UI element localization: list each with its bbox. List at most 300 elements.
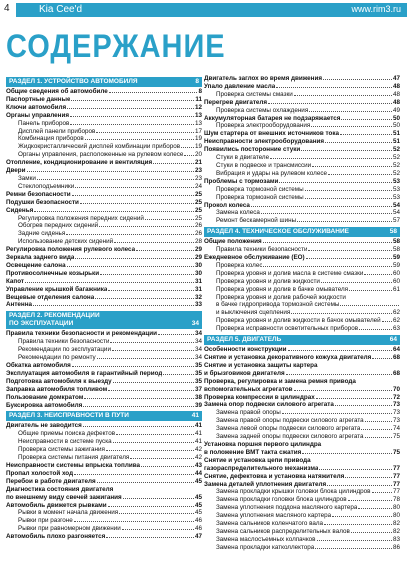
toc-entry-title: Общие приемы поиска дефектов xyxy=(18,430,116,438)
toc-entry-title: Ежедневное обслуживание (ЕО) xyxy=(204,254,305,262)
dot-leader xyxy=(95,298,194,299)
page-ref: 8 xyxy=(198,88,202,95)
dot-leader xyxy=(288,350,392,351)
page-ref: 77 xyxy=(392,480,400,488)
toc-entry xyxy=(6,386,202,394)
dot-leader xyxy=(297,221,392,222)
toc-subentry xyxy=(204,433,400,441)
dot-leader xyxy=(270,158,392,159)
toc-entry xyxy=(204,346,400,354)
toc-entry xyxy=(6,402,202,410)
page-ref: 70 xyxy=(392,385,400,393)
page-ref: 50 xyxy=(392,114,400,122)
toc-subentry xyxy=(204,246,400,254)
toc-subentry xyxy=(6,183,202,191)
toc-entry-title: Проверка исправности осветительных приборов xyxy=(216,325,359,333)
page-ref: 80 xyxy=(392,512,400,520)
toc-subentry xyxy=(204,209,400,217)
dot-leader xyxy=(100,274,194,275)
toc-entry-title: вспомогательных агрегатов xyxy=(204,385,293,393)
page-ref: 20 xyxy=(194,151,202,159)
page-ref: 68 xyxy=(392,354,400,361)
page-ref: 43 xyxy=(194,461,202,469)
page-ref: 19 xyxy=(194,135,202,143)
page-ref: 52 xyxy=(392,146,400,154)
toc-entry xyxy=(204,401,400,409)
toc-entry xyxy=(204,202,400,210)
dot-leader xyxy=(316,398,392,399)
page-ref: 59 xyxy=(392,261,400,269)
toc-entry-title: Неисправности системы впрыска топлива xyxy=(6,461,140,469)
dot-leader xyxy=(67,266,194,267)
page-ref: 51 xyxy=(392,138,400,146)
toc-subentry xyxy=(6,143,202,151)
page-ref: 82 xyxy=(392,527,400,535)
dot-leader xyxy=(106,537,194,538)
toc-entry xyxy=(6,494,202,502)
page-ref: 57 xyxy=(392,217,400,225)
toc-entry-title: Органы управления xyxy=(6,111,70,119)
toc-entry-title: Подушки безопасности xyxy=(6,198,79,206)
toc-entry-title: по внешнему виду свечей зажигания xyxy=(6,493,122,501)
dot-leader xyxy=(99,226,194,227)
page-ref: 53 xyxy=(392,185,400,193)
page-ref: 41 xyxy=(194,438,202,446)
toc-subentry xyxy=(204,409,400,417)
toc-entry-title: в бачке гидропривода тормозной системы xyxy=(216,301,340,309)
toc-entry xyxy=(204,130,400,138)
section-page: 58 xyxy=(389,228,397,236)
dot-leader xyxy=(72,366,194,367)
page-ref: 12 xyxy=(194,103,202,111)
page-ref: 35 xyxy=(194,369,202,377)
toc-entry-title: Замена деталей уплотнения двигателя xyxy=(204,480,327,488)
page-ref: 48 xyxy=(392,82,400,90)
page-ref: 46 xyxy=(194,525,202,533)
toc-entry-title: Жидкокристаллический дисплей комбинации приборов xyxy=(18,143,181,151)
section-title-line2: ПО ЭКСПЛУАТАЦИИ xyxy=(9,320,74,328)
section-heading xyxy=(6,311,202,329)
toc-entry-title: Капот xyxy=(6,277,24,285)
toc-entry-title: Стеклоподъемники xyxy=(18,182,75,190)
section-page: 41 xyxy=(191,412,199,420)
toc-entry xyxy=(204,115,400,123)
toc-subentry xyxy=(204,162,400,170)
toc-subentry xyxy=(204,496,400,504)
dot-leader xyxy=(37,179,194,180)
toc-entry xyxy=(6,254,202,262)
toc-entry-title: Замена прокладки катколлектора xyxy=(216,543,315,551)
page-ref: 45 xyxy=(194,493,202,501)
toc-entry-title: Проверка компрессии в цилиндрах xyxy=(204,393,315,401)
toc-entry xyxy=(204,138,400,146)
toc-entry-title: Обкатка автомобиля xyxy=(6,362,71,369)
page-ref: 73 xyxy=(392,401,400,409)
toc-subentry xyxy=(204,262,400,270)
toc-entry xyxy=(6,246,202,254)
dot-leader xyxy=(361,429,392,430)
toc-subentry xyxy=(6,525,202,533)
toc-entry-title: Замена маслосъемных колпачков xyxy=(216,535,316,543)
toc-entry-title: Ремонт бескамерной шины xyxy=(216,217,297,225)
toc-entry xyxy=(6,96,202,104)
dot-leader xyxy=(263,242,392,243)
toc-entry-title: Регулировка положения рулевого колеса xyxy=(6,246,136,254)
toc-entry-title: Замена правой опоры xyxy=(216,409,281,417)
dot-leader xyxy=(96,132,194,133)
toc-entry-title: Панель приборов xyxy=(18,119,70,127)
page-ref: 77 xyxy=(392,464,400,472)
page-ref: 77 xyxy=(392,472,400,480)
dot-leader xyxy=(66,234,194,235)
dot-leader xyxy=(349,290,392,291)
dot-leader xyxy=(279,182,392,183)
page-ref: 32 xyxy=(194,293,202,301)
page-ref: 54 xyxy=(392,201,400,209)
toc-entry xyxy=(6,301,202,309)
toc-subentry xyxy=(204,270,400,278)
dot-leader xyxy=(83,426,194,427)
toc-entry-title: Использование детских сидений xyxy=(18,238,114,246)
page-number: 4 xyxy=(4,3,10,14)
dot-leader xyxy=(130,458,194,459)
page-ref: 54 xyxy=(392,209,400,217)
toc-subentry xyxy=(6,128,202,136)
section-page: 8 xyxy=(195,78,199,85)
toc-subentry xyxy=(204,544,400,552)
page-ref: 42 xyxy=(194,446,202,454)
page-ref: 78 xyxy=(392,496,400,504)
dot-leader xyxy=(365,421,392,422)
toc-entry-title: газораспределительного механизма xyxy=(204,464,319,472)
toc-entry-line: Проверка уровня и долив рабочей жидкости xyxy=(216,293,346,301)
toc-entry-title: Замена опор подвески силового агрегата xyxy=(204,401,334,409)
toc-entry-title: Обогрев передних сидений xyxy=(18,222,99,230)
page-ref: 25 xyxy=(194,214,202,222)
dot-leader xyxy=(335,405,392,406)
page-ref: 48 xyxy=(392,90,400,98)
page-ref: 39 xyxy=(194,401,202,409)
toc-entry-title: Перебои в работе двигателя xyxy=(6,477,96,485)
page-ref: 35 xyxy=(194,362,202,369)
toc-entry-title: Пользование домкратом xyxy=(6,393,84,401)
page-ref: 64 xyxy=(392,346,400,354)
dot-leader xyxy=(70,116,194,117)
dot-leader xyxy=(351,532,392,533)
toc-subentry xyxy=(204,278,400,286)
toc-entry-title: Неисправности в системе пуска xyxy=(18,438,112,446)
page-ref: 17 xyxy=(194,127,202,135)
toc-subentry xyxy=(204,512,400,520)
dot-leader xyxy=(324,524,392,525)
toc-entry xyxy=(204,99,400,107)
dot-leader xyxy=(325,142,392,143)
toc-entry-title: Упало давление масла xyxy=(204,82,276,90)
page-ref: 50 xyxy=(392,122,400,130)
dot-leader xyxy=(358,508,392,509)
toc-entry-title: и брызговиков двигателя xyxy=(204,369,285,377)
toc-entry-title: Двигатель заглох во время движения xyxy=(204,75,323,82)
toc-entry xyxy=(204,449,400,457)
toc-entry-title: Стуки в двигателе xyxy=(216,154,270,162)
page-ref: 73 xyxy=(392,417,400,425)
toc-entry xyxy=(204,146,400,154)
toc-subentry xyxy=(204,170,400,178)
toc-entry-title: Проверка системы смазки xyxy=(216,90,293,98)
page-ref: 34 xyxy=(194,346,202,354)
dot-leader xyxy=(75,258,194,259)
dot-leader xyxy=(251,206,392,207)
section-title: РАЗДЕЛ 3. НЕИСПРАВНОСТИ В ПУТИ xyxy=(9,412,129,420)
dot-leader xyxy=(323,79,392,80)
page-ref: 60 xyxy=(392,269,400,277)
page-ref: 45 xyxy=(194,509,202,517)
page-ref: 74 xyxy=(392,425,400,433)
dot-leader xyxy=(153,163,194,164)
section-title-row xyxy=(9,320,199,328)
dot-leader xyxy=(113,382,194,383)
toc-entry-title: Управление крышкой багажника xyxy=(6,285,108,293)
dot-leader xyxy=(110,342,194,343)
page-title: СОДЕРЖАНИЕ xyxy=(6,29,226,65)
toc-subentry xyxy=(6,438,202,446)
toc-entry-title: Проверка тормозной системы xyxy=(216,185,304,193)
toc-entry-title: Двери xyxy=(6,167,26,175)
toc-entry-title: и выключения сцепления xyxy=(216,309,291,317)
toc-entry-title: Проверка уровня и долив в бачке омывателя xyxy=(216,285,349,293)
toc-subentry xyxy=(204,309,400,317)
toc-subentry xyxy=(6,230,202,238)
section-heading xyxy=(6,411,202,421)
dot-leader xyxy=(263,266,392,267)
toc-subentry xyxy=(6,454,202,462)
dot-leader xyxy=(67,108,194,109)
toc-entry xyxy=(6,462,202,470)
toc-entry-title: Особенности конструкции xyxy=(204,346,287,354)
toc-entry-title: Антенна xyxy=(6,301,33,309)
toc-subentry xyxy=(204,194,400,202)
dot-leader xyxy=(359,329,392,330)
toc-entry-title: Общие положения xyxy=(204,238,262,246)
dot-leader xyxy=(305,190,392,191)
dot-leader xyxy=(116,434,194,435)
dot-leader xyxy=(97,358,194,359)
toc-entry xyxy=(6,278,202,286)
dot-leader xyxy=(184,155,194,156)
toc-entry xyxy=(6,88,202,96)
toc-subentry xyxy=(204,520,400,528)
page-ref: 62 xyxy=(392,317,400,325)
toc-subentry xyxy=(204,217,400,225)
toc-entry-title: Подготовка автомобиля к выезду xyxy=(6,377,112,385)
page-ref: 62 xyxy=(392,309,400,317)
page-ref: 33 xyxy=(194,301,202,309)
toc-entry xyxy=(6,112,202,120)
dot-leader xyxy=(141,466,194,467)
toc-entry-title: Замена прокладки крышки головки блока цилиндров xyxy=(216,488,371,496)
toc-subentry xyxy=(204,425,400,433)
toc-entry xyxy=(6,422,202,430)
dot-leader xyxy=(119,513,194,514)
site-url: www.rim3.ru xyxy=(351,4,401,14)
toc-entry xyxy=(204,354,400,362)
toc-entry-title: Вибрация и удары на рулевом колесе xyxy=(216,169,327,177)
section-heading xyxy=(204,335,400,345)
toc-entry-title: Замена сальников распределительных валов xyxy=(216,527,350,535)
dot-leader xyxy=(33,305,194,306)
toc-entry xyxy=(204,178,400,186)
page-ref: 41 xyxy=(194,422,202,430)
dot-leader xyxy=(109,92,198,93)
page-ref: 58 xyxy=(392,246,400,254)
toc-subentry xyxy=(6,222,202,230)
toc-subentry xyxy=(204,325,400,333)
page-ref: 75 xyxy=(392,433,400,441)
page-ref: 77 xyxy=(392,488,400,496)
dot-leader xyxy=(317,540,392,541)
page-ref: 82 xyxy=(392,520,400,528)
page-ref: 34 xyxy=(194,354,202,362)
dot-leader xyxy=(340,305,399,306)
toc-entry-line: Установка поршня первого цилиндра xyxy=(204,440,322,448)
toc-entry-title: Регулировка положения передних сидений xyxy=(18,214,144,222)
page-ref: 11 xyxy=(195,95,202,103)
header-band xyxy=(16,3,407,17)
dot-leader xyxy=(312,166,392,167)
toc-subentry xyxy=(6,120,202,128)
toc-entry-title: Ремни безопасности xyxy=(6,190,71,198)
toc-entry xyxy=(6,159,202,167)
dot-leader xyxy=(332,516,392,517)
dot-leader xyxy=(163,374,194,375)
toc-entry-title: Шум стартера от внешних источников тока xyxy=(204,130,339,138)
toc-entry xyxy=(6,167,202,175)
page-ref: 41 xyxy=(194,430,202,438)
toc-subentry xyxy=(6,238,202,246)
dot-leader xyxy=(80,203,194,204)
toc-subentry xyxy=(204,417,400,425)
page-ref: 29 xyxy=(194,246,202,254)
dot-leader xyxy=(341,119,392,120)
section-heading xyxy=(204,227,400,237)
dot-leader xyxy=(123,498,194,499)
toc-entry-title: Правила техники безопасности xyxy=(18,338,110,346)
page-ref: 44 xyxy=(194,469,202,477)
toc-entry-title: Аккумуляторная батарея не подзаряжается xyxy=(204,114,341,122)
toc-entry-title: Освещение салона xyxy=(6,261,66,269)
toc-entry-title: Органы управления, расположенные на рулевом колесе xyxy=(18,151,184,159)
toc-entry xyxy=(6,470,202,478)
toc-entry xyxy=(6,262,202,270)
dot-leader xyxy=(83,406,194,407)
dot-leader xyxy=(25,282,194,283)
toc-entry-title: Рывки при разгоне xyxy=(18,517,73,525)
page-ref: 31 xyxy=(194,277,202,285)
dot-leader xyxy=(276,87,392,88)
section-title: РАЗДЕЛ 4. ТЕХНИЧЕСКОЕ ОБСЛУЖИВАНИЕ xyxy=(207,228,349,236)
toc-subentry xyxy=(204,536,400,544)
dot-leader xyxy=(34,211,194,212)
dot-leader xyxy=(85,139,194,140)
dot-leader xyxy=(108,290,194,291)
dot-leader xyxy=(145,219,194,220)
toc-entry xyxy=(6,330,202,338)
dot-leader xyxy=(181,147,194,148)
toc-entry-title: Эксплуатация автомобиля в гарантийный период xyxy=(6,369,163,377)
dot-leader xyxy=(72,195,194,196)
toc-entry xyxy=(204,473,400,481)
toc-entry-title: Перегрев двигателя xyxy=(204,98,268,106)
dot-leader xyxy=(74,474,194,475)
toc-entry-line: Снятие и установка защиты картера xyxy=(204,361,318,369)
dot-leader xyxy=(328,174,392,175)
toc-entry-title: Рывки при равномерном движении xyxy=(18,525,121,533)
toc-entry xyxy=(204,370,400,378)
toc-entry-title: Паспортные данные xyxy=(6,95,71,103)
toc-subentry xyxy=(204,107,400,115)
page-ref: 23 xyxy=(194,174,202,182)
dot-leader xyxy=(108,506,194,507)
toc-entry-title: Стуки в подвеске и трансмиссии xyxy=(216,161,312,169)
dot-leader xyxy=(113,442,194,443)
dot-leader xyxy=(27,171,194,172)
toc-right-column xyxy=(204,75,400,552)
toc-entry-title: Замена колеса xyxy=(216,209,260,217)
toc-entry-title: Рекомендации по эксплуатации xyxy=(18,346,111,354)
toc-subentry xyxy=(204,286,400,294)
toc-entry-title: Рывки в момент начала движения xyxy=(18,509,119,517)
toc-entry-title: Проверка системы питания двигателя xyxy=(18,454,130,462)
toc-subentry xyxy=(6,135,202,143)
toc-entry xyxy=(6,104,202,112)
toc-entry-title: Зеркала заднего вида xyxy=(6,254,75,262)
toc-entry-title: Проверка уровня и долив жидкости xyxy=(216,277,320,285)
toc-entry-title: Задние сиденья xyxy=(18,230,66,238)
toc-entry-line: Снятие и установка цепи привода xyxy=(204,456,311,464)
dot-leader xyxy=(84,398,194,399)
section-page: 34 xyxy=(191,320,199,328)
toc-subentry xyxy=(6,430,202,438)
page-ref: 26 xyxy=(194,222,202,230)
section-page: 64 xyxy=(389,336,397,344)
toc-entry-title: Двигатель не заводится xyxy=(6,422,82,430)
dot-leader xyxy=(311,126,392,127)
page-ref: 25 xyxy=(194,190,202,198)
toc-entry-title: Проблемы с тормозами xyxy=(204,177,279,185)
toc-left-column xyxy=(6,75,202,541)
toc-entry-title: Буксировка автомобиля xyxy=(6,401,83,409)
toc-subentry xyxy=(204,504,400,512)
dot-leader xyxy=(302,453,392,454)
toc-subentry xyxy=(204,91,400,99)
toc-entry xyxy=(6,478,202,486)
page-ref: 73 xyxy=(392,409,400,417)
page-ref: 52 xyxy=(392,161,400,169)
toc-entry-title: Замена прокладки головки блока цилиндров xyxy=(216,496,347,504)
page-ref: 47 xyxy=(392,75,400,82)
toc-entry xyxy=(6,199,202,207)
page-ref: 37 xyxy=(194,385,202,393)
dot-leader xyxy=(309,111,392,112)
page-ref: 21 xyxy=(194,159,202,167)
dot-leader xyxy=(106,450,194,451)
dot-leader xyxy=(382,321,392,322)
toc-entry-title: Рекомендации по ремонту xyxy=(18,354,96,362)
toc-entry xyxy=(204,238,400,246)
dot-leader xyxy=(291,313,392,314)
toc-entry xyxy=(6,286,202,294)
page-ref: 48 xyxy=(392,98,400,106)
